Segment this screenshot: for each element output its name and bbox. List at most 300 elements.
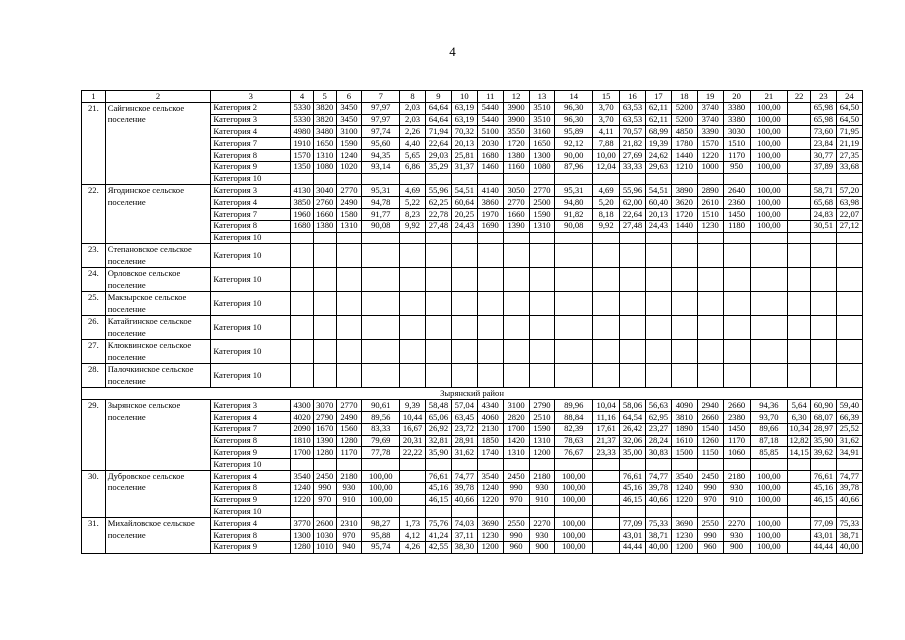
category-label: Категория 8 xyxy=(211,220,291,232)
value-cell: 2600 xyxy=(313,518,336,530)
value-cell: 1020 xyxy=(336,161,362,173)
value-cell xyxy=(503,232,529,244)
value-cell: 970 xyxy=(313,494,336,506)
value-cell xyxy=(451,173,477,185)
value-cell xyxy=(723,244,750,268)
value-cell: 960 xyxy=(697,541,723,553)
value-cell: 98,27 xyxy=(362,518,400,530)
value-cell xyxy=(697,232,723,244)
value-cell xyxy=(836,364,862,388)
value-cell: 3690 xyxy=(477,518,503,530)
value-cell: 90,00 xyxy=(555,149,593,161)
value-cell xyxy=(645,459,671,471)
value-cell xyxy=(529,173,555,185)
value-cell xyxy=(788,459,811,471)
value-cell: 5200 xyxy=(671,102,697,114)
value-cell xyxy=(291,232,314,244)
settlement-number: 31. xyxy=(82,518,106,553)
value-cell: 54,51 xyxy=(645,185,671,197)
value-cell xyxy=(645,173,671,185)
value-cell: 4,69 xyxy=(593,185,620,197)
value-cell: 31,37 xyxy=(451,161,477,173)
value-cell xyxy=(313,506,336,518)
value-cell: 1580 xyxy=(336,208,362,220)
value-cell xyxy=(313,316,336,340)
value-cell: 9,39 xyxy=(400,400,426,412)
value-cell: 29,03 xyxy=(426,149,452,161)
value-cell: 1670 xyxy=(313,423,336,435)
table-row xyxy=(82,316,863,340)
value-cell: 3100 xyxy=(336,126,362,138)
value-cell: 32,81 xyxy=(426,435,452,447)
value-cell: 10,34 xyxy=(789,423,809,434)
value-cell: 64,50 xyxy=(836,102,862,114)
settlement-number: 26. xyxy=(82,316,106,340)
value-cell xyxy=(451,292,477,316)
settlement-number: 24. xyxy=(82,268,106,292)
value-cell: 1700 xyxy=(503,423,529,435)
value-cell xyxy=(788,292,811,316)
value-cell: 990 xyxy=(503,529,529,541)
value-cell xyxy=(671,173,697,185)
value-cell xyxy=(477,232,503,244)
value-cell: 1450 xyxy=(723,208,750,220)
category-label: Категория 8 xyxy=(211,529,291,541)
table-row xyxy=(82,102,863,114)
value-cell: 3890 xyxy=(671,185,697,197)
value-cell: 21,37 xyxy=(593,435,620,447)
value-cell xyxy=(593,244,620,268)
value-cell: 65,68 xyxy=(810,197,836,209)
category-label: Категория 3 xyxy=(211,400,291,412)
value-cell: 3540 xyxy=(291,470,314,482)
value-cell xyxy=(313,364,336,388)
value-cell: 2510 xyxy=(529,411,555,423)
value-cell xyxy=(810,459,836,471)
value-cell: 94,80 xyxy=(555,197,593,209)
value-cell xyxy=(400,244,426,268)
value-cell xyxy=(400,232,426,244)
value-cell: 2030 xyxy=(477,138,503,150)
table-row xyxy=(82,340,863,364)
value-cell: 2770 xyxy=(503,197,529,209)
value-cell: 14,15 xyxy=(789,446,809,457)
value-cell xyxy=(671,232,697,244)
value-cell: 33,68 xyxy=(836,161,862,173)
value-cell xyxy=(555,268,593,292)
value-cell: 2090 xyxy=(291,423,314,435)
header-cell: 21 xyxy=(750,91,788,103)
value-cell xyxy=(620,268,646,292)
value-cell: 96,30 xyxy=(555,114,593,126)
value-cell: 30,77 xyxy=(810,149,836,161)
value-cell xyxy=(291,268,314,292)
value-cell: 75,33 xyxy=(836,518,862,530)
value-cell xyxy=(697,244,723,268)
value-cell: 89,66 xyxy=(750,423,788,435)
value-cell: 54,51 xyxy=(451,185,477,197)
value-cell: 1590 xyxy=(529,423,555,435)
value-cell xyxy=(788,268,811,292)
value-cell xyxy=(788,506,811,518)
value-cell: 75,33 xyxy=(645,518,671,530)
value-cell: 2450 xyxy=(503,470,529,482)
header-cell: 6 xyxy=(336,91,362,103)
value-cell xyxy=(503,340,529,364)
value-cell xyxy=(750,292,788,316)
category-label: Категория 10 xyxy=(211,459,291,471)
value-cell: 17,61 xyxy=(593,423,620,435)
value-cell: 910 xyxy=(529,494,555,506)
value-cell xyxy=(529,244,555,268)
header-cell: 2 xyxy=(105,91,211,103)
value-cell: 1300 xyxy=(291,529,314,541)
value-cell xyxy=(362,316,400,340)
value-cell: 1310 xyxy=(529,220,555,232)
value-cell: 35,90 xyxy=(426,447,452,459)
value-cell: 58,71 xyxy=(810,185,836,197)
value-cell: 4300 xyxy=(291,400,314,412)
settlement-name: Катайгинское сельское поселение xyxy=(105,316,211,340)
value-cell xyxy=(451,244,477,268)
value-cell: 1570 xyxy=(697,138,723,150)
header-cell: 9 xyxy=(426,91,452,103)
value-cell xyxy=(750,364,788,388)
value-cell xyxy=(723,459,750,471)
value-cell: 1310 xyxy=(336,220,362,232)
value-cell: 46,15 xyxy=(620,494,646,506)
value-cell: 24,43 xyxy=(451,220,477,232)
value-cell xyxy=(645,292,671,316)
header-cell: 11 xyxy=(477,91,503,103)
value-cell: 100,00 xyxy=(750,185,788,197)
value-cell: 100,00 xyxy=(750,470,788,482)
value-cell: 2660 xyxy=(723,400,750,412)
value-cell: 1720 xyxy=(503,138,529,150)
value-cell: 62,00 xyxy=(620,197,646,209)
value-cell xyxy=(671,244,697,268)
value-cell: 95,89 xyxy=(555,126,593,138)
value-cell xyxy=(451,340,477,364)
value-cell: 2940 xyxy=(697,400,723,412)
value-cell xyxy=(400,292,426,316)
value-cell xyxy=(788,220,811,232)
value-cell: 96,30 xyxy=(555,102,593,114)
value-cell: 970 xyxy=(503,494,529,506)
value-cell xyxy=(750,244,788,268)
value-cell: 990 xyxy=(697,529,723,541)
value-cell xyxy=(697,340,723,364)
value-cell: 66,39 xyxy=(836,411,862,423)
value-cell: 1450 xyxy=(723,423,750,435)
value-cell: 55,96 xyxy=(620,185,646,197)
category-label: Категория 2 xyxy=(211,102,291,114)
value-cell xyxy=(810,244,836,268)
value-cell: 3740 xyxy=(697,114,723,126)
value-cell: 30,51 xyxy=(810,220,836,232)
value-cell xyxy=(555,506,593,518)
value-cell: 64,64 xyxy=(426,102,452,114)
value-cell: 5,64 xyxy=(788,400,811,412)
value-cell: 950 xyxy=(723,161,750,173)
value-cell: 88,84 xyxy=(555,411,593,423)
value-cell: 9,92 xyxy=(400,220,426,232)
value-cell: 64,64 xyxy=(426,114,452,126)
value-cell: 5440 xyxy=(477,102,503,114)
value-cell: 1660 xyxy=(503,208,529,220)
category-label: Категория 7 xyxy=(211,138,291,150)
header-cell: 1 xyxy=(82,91,106,103)
value-cell: 910 xyxy=(723,494,750,506)
value-cell: 2610 xyxy=(697,197,723,209)
value-cell xyxy=(593,494,620,506)
value-cell xyxy=(400,459,426,471)
value-cell: 57,04 xyxy=(451,400,477,412)
value-cell: 40,66 xyxy=(451,494,477,506)
value-cell: 64,50 xyxy=(836,114,862,126)
value-cell: 100,00 xyxy=(555,529,593,541)
value-cell xyxy=(836,244,862,268)
value-cell: 73,60 xyxy=(810,126,836,138)
value-cell xyxy=(788,114,811,126)
category-label: Категория 8 xyxy=(211,482,291,494)
value-cell xyxy=(723,340,750,364)
value-cell: 10,44 xyxy=(400,411,426,423)
value-cell: 5100 xyxy=(477,126,503,138)
value-cell: 1650 xyxy=(529,138,555,150)
value-cell: 1080 xyxy=(313,161,336,173)
table-row xyxy=(82,400,863,412)
settlement-number: 27. xyxy=(82,340,106,364)
value-cell: 39,78 xyxy=(451,482,477,494)
value-cell xyxy=(529,459,555,471)
value-cell: 56,63 xyxy=(645,400,671,412)
value-cell xyxy=(451,364,477,388)
value-cell: 8,18 xyxy=(593,208,620,220)
table-row xyxy=(82,292,863,316)
value-cell xyxy=(788,149,811,161)
settlement-name: Палочкинское сельское поселение xyxy=(105,364,211,388)
value-cell: 1170 xyxy=(723,149,750,161)
value-cell: 100,00 xyxy=(750,541,788,553)
header-cell: 22 xyxy=(788,91,811,103)
value-cell: 74,77 xyxy=(836,470,862,482)
value-cell: 39,78 xyxy=(645,482,671,494)
value-cell xyxy=(477,459,503,471)
value-cell: 34,91 xyxy=(836,447,862,459)
value-cell: 3900 xyxy=(503,102,529,114)
value-cell: 70,57 xyxy=(620,126,646,138)
value-cell: 58,48 xyxy=(426,400,452,412)
value-cell: 38,30 xyxy=(451,541,477,553)
value-cell: 3100 xyxy=(503,400,529,412)
value-cell xyxy=(836,232,862,244)
value-cell: 97,97 xyxy=(362,102,400,114)
value-cell: 3030 xyxy=(723,126,750,138)
value-cell: 77,09 xyxy=(620,518,646,530)
value-cell xyxy=(593,541,620,553)
value-cell xyxy=(362,244,400,268)
value-cell: 3550 xyxy=(503,126,529,138)
value-cell xyxy=(593,482,620,494)
value-cell: 26,42 xyxy=(620,423,646,435)
header-row xyxy=(82,91,863,103)
value-cell xyxy=(697,506,723,518)
value-cell: 57,20 xyxy=(836,185,862,197)
value-cell: 1390 xyxy=(503,220,529,232)
value-cell: 1,73 xyxy=(400,518,426,530)
value-cell: 1460 xyxy=(477,161,503,173)
value-cell xyxy=(503,506,529,518)
value-cell: 24,43 xyxy=(645,220,671,232)
category-label: Категория 10 xyxy=(211,340,291,364)
value-cell: 3,70 xyxy=(593,102,620,114)
value-cell xyxy=(788,541,811,553)
value-cell xyxy=(555,173,593,185)
header-cell: 16 xyxy=(620,91,646,103)
value-cell: 2310 xyxy=(336,518,362,530)
header-cell: 15 xyxy=(593,91,620,103)
value-cell xyxy=(723,364,750,388)
value-cell xyxy=(291,364,314,388)
header-cell: 14 xyxy=(555,91,593,103)
value-cell: 43,01 xyxy=(810,529,836,541)
category-label: Категория 3 xyxy=(211,185,291,197)
value-cell: 63,19 xyxy=(451,114,477,126)
value-cell xyxy=(788,244,811,268)
value-cell xyxy=(336,459,362,471)
value-cell xyxy=(313,268,336,292)
category-label: Категория 9 xyxy=(211,541,291,553)
value-cell: 100,00 xyxy=(750,102,788,114)
value-cell xyxy=(555,292,593,316)
value-cell: 35,00 xyxy=(620,447,646,459)
value-cell xyxy=(426,364,452,388)
value-cell: 5330 xyxy=(291,102,314,114)
value-cell xyxy=(451,506,477,518)
value-cell xyxy=(810,173,836,185)
value-cell: 3510 xyxy=(529,114,555,126)
settlement-name: Зырянское сельское поселение xyxy=(105,400,211,471)
value-cell xyxy=(836,173,862,185)
value-cell: 9,92 xyxy=(593,220,620,232)
value-cell: 94,35 xyxy=(362,149,400,161)
value-cell: 76,61 xyxy=(620,470,646,482)
value-cell: 4090 xyxy=(671,400,697,412)
value-cell xyxy=(836,292,862,316)
value-cell xyxy=(723,316,750,340)
settlement-name: Дубровское сельское поселение xyxy=(105,470,211,517)
value-cell: 27,35 xyxy=(836,149,862,161)
category-label: Категория 4 xyxy=(211,197,291,209)
value-cell: 23,72 xyxy=(451,423,477,435)
value-cell: 1810 xyxy=(291,435,314,447)
value-cell: 85,85 xyxy=(750,447,788,459)
category-label: Категория 10 xyxy=(211,292,291,316)
value-cell xyxy=(836,268,862,292)
value-cell: 1240 xyxy=(291,482,314,494)
value-cell: 91,82 xyxy=(555,208,593,220)
value-cell xyxy=(503,316,529,340)
value-cell: 1850 xyxy=(477,435,503,447)
value-cell: 93,14 xyxy=(362,161,400,173)
value-cell xyxy=(723,506,750,518)
value-cell: 87,18 xyxy=(750,435,788,447)
value-cell: 76,61 xyxy=(426,470,452,482)
value-cell xyxy=(593,268,620,292)
value-cell: 1380 xyxy=(313,220,336,232)
value-cell: 2180 xyxy=(336,470,362,482)
value-cell: 38,71 xyxy=(836,529,862,541)
value-cell xyxy=(529,340,555,364)
value-cell: 990 xyxy=(697,482,723,494)
value-cell: 77,09 xyxy=(810,518,836,530)
value-cell: 83,33 xyxy=(362,423,400,435)
value-cell xyxy=(750,232,788,244)
value-cell: 1310 xyxy=(529,435,555,447)
value-cell xyxy=(836,459,862,471)
value-cell xyxy=(671,506,697,518)
settlement-number: 21. xyxy=(82,102,106,185)
table-row xyxy=(82,470,863,482)
value-cell: 39,78 xyxy=(836,482,862,494)
value-cell: 74,03 xyxy=(451,518,477,530)
value-cell: 1210 xyxy=(671,161,697,173)
value-cell: 95,74 xyxy=(362,541,400,553)
value-cell xyxy=(477,244,503,268)
category-label: Категория 10 xyxy=(211,364,291,388)
value-cell: 100,00 xyxy=(555,494,593,506)
value-cell xyxy=(555,316,593,340)
value-cell xyxy=(451,268,477,292)
category-label: Категория 3 xyxy=(211,114,291,126)
value-cell xyxy=(426,316,452,340)
value-cell xyxy=(810,268,836,292)
value-cell: 100,00 xyxy=(362,482,400,494)
value-cell: 8,23 xyxy=(400,208,426,220)
value-cell xyxy=(529,316,555,340)
settlement-number: 23. xyxy=(82,244,106,268)
value-cell: 92,12 xyxy=(555,138,593,150)
value-cell xyxy=(313,292,336,316)
value-cell xyxy=(291,506,314,518)
value-cell: 19,39 xyxy=(645,138,671,150)
category-label: Категория 9 xyxy=(211,494,291,506)
value-cell: 95,31 xyxy=(362,185,400,197)
value-cell: 22,64 xyxy=(426,138,452,150)
value-cell xyxy=(555,244,593,268)
value-cell: 28,91 xyxy=(451,435,477,447)
value-cell: 39,62 xyxy=(810,447,836,459)
value-cell: 3160 xyxy=(529,126,555,138)
value-cell: 24,62 xyxy=(645,149,671,161)
value-cell xyxy=(810,364,836,388)
value-cell: 30,83 xyxy=(645,447,671,459)
value-cell xyxy=(788,173,811,185)
header-cell: 7 xyxy=(362,91,400,103)
value-cell xyxy=(336,364,362,388)
value-cell: 940 xyxy=(336,541,362,553)
value-cell xyxy=(313,173,336,185)
value-cell: 910 xyxy=(336,494,362,506)
value-cell xyxy=(645,232,671,244)
value-cell xyxy=(697,292,723,316)
value-cell: 43,01 xyxy=(620,529,646,541)
value-cell: 1200 xyxy=(529,447,555,459)
value-cell xyxy=(426,459,452,471)
district-row xyxy=(82,388,863,400)
value-cell: 2550 xyxy=(503,518,529,530)
